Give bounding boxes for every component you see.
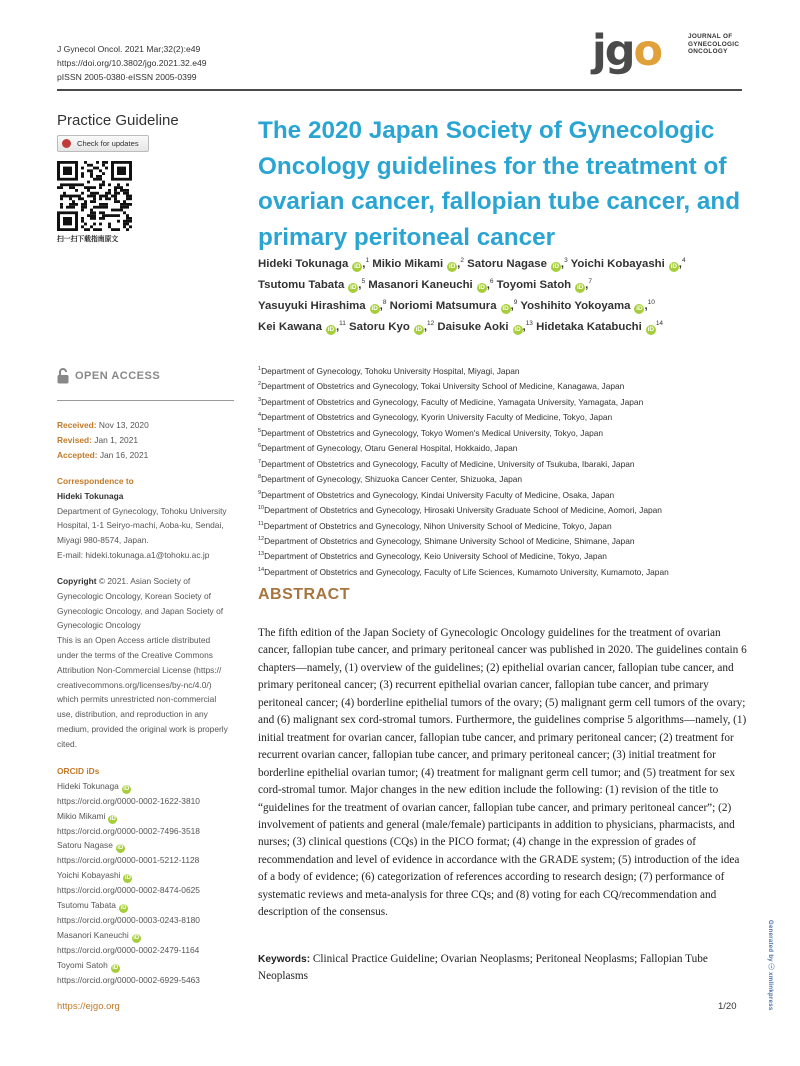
orcid-icon[interactable]: iD [502, 304, 509, 312]
affiliation-marker: 4 [681, 257, 686, 264]
orcid-author: Toyomi Satoh iD [57, 959, 119, 971]
orcid-author: Masanori Kaneuchi iD [57, 929, 140, 941]
affiliation-item: $^5$Department of Obstetrics and Gynecology, Tokyo Women's Medical University, Tokyo, Japan [258, 427, 604, 438]
affiliation-marker: 8 [382, 299, 387, 306]
sidebar-divider [57, 400, 234, 401]
author-name: Yoichi Kobayashi [570, 257, 665, 270]
affiliation-item: $^2$Department of Obstetrics and Gynecology, Tokai University School of Medicine, Kanagawa, Japan [258, 381, 625, 392]
author-name: Noriomi Matsumura [389, 299, 497, 312]
orcid-link[interactable]: https://orcid.org/0000-0003-0243-8180 [57, 914, 200, 925]
journal-name: JOURNAL OF GYNECOLOGIC ONCOLOGY [688, 33, 740, 56]
orcid-link[interactable]: https://orcid.org/0000-0001-5212-1128 [57, 855, 200, 866]
orcid-list [57, 779, 242, 988]
left-column-top [57, 112, 237, 243]
article-title: The 2020 Japan Society of Gynecologic Oncology guidelines for the treatment of ovarian cancer, fallopian tube cancer, and primary peritoneal cancer [258, 117, 741, 251]
affiliation-item: $^6$Department of Gynecology, Otaru General Hospital, Hokkaido, Japan [258, 443, 518, 454]
doi-link[interactable]: https://doi.org/10.3802/jgo.2021.32.e49 [57, 58, 207, 68]
affiliation-item: $^3$Department of Obstetrics and Gynecology, Faculty of Medicine, Yamagata University, Yamagata, Japan [258, 396, 644, 407]
open-lock-icon [57, 368, 69, 384]
author-name: Daisuke Aoki [437, 320, 509, 333]
author-name: Tsutomu Tabata [258, 278, 345, 291]
affiliation-item: $^9$Department of Obstetrics and Gynecology, Kindai University Faculty of Medicine, Osaka, Japan [258, 489, 615, 500]
check-updates-button[interactable] [57, 135, 149, 152]
keywords [258, 951, 748, 985]
orcid-link[interactable]: https://orcid.org/0000-0002-6929-5463 [57, 974, 200, 985]
affiliation-list [258, 363, 758, 579]
orcid-icon[interactable]: iD [371, 304, 378, 312]
qr-code [57, 161, 132, 231]
author-name: Yasuyuki Hirashima [258, 299, 366, 312]
open-access-badge [57, 368, 160, 384]
orcid-heading: ORCID iDs [57, 766, 100, 776]
orcid-icon[interactable]: iD [647, 325, 655, 333]
affiliation-marker: 12 [426, 320, 435, 327]
orcid-icon[interactable]: iD [123, 785, 130, 792]
orcid-icon[interactable]: iD [448, 262, 456, 270]
affiliation-marker: 2 [460, 257, 464, 264]
affiliation-item: $^4$Department of Obstetrics and Gynecology, Kyorin University Faculty of Medicine, Tokyo, Japan [258, 412, 613, 423]
affiliation-item: $^{10}$Department of Obstetrics and Gynecology, Hirosaki University Graduate School of Medicine, Aomori, Japan [258, 504, 662, 515]
orcid-icon[interactable]: iD [514, 325, 521, 333]
orcid-author: Hideki Tokunaga iD [57, 780, 130, 792]
affiliation-marker: 9 [513, 299, 518, 306]
orcid-link[interactable]: https://orcid.org/0000-0002-8474-0625 [57, 885, 200, 896]
orcid-author: Yoichi Kobayashi iD [57, 870, 131, 882]
orcid-icon[interactable]: iD [124, 875, 131, 882]
author-name: Satoru Nagase [467, 257, 547, 270]
generated-by: Generated by ⓘ xmlinkpress [767, 920, 773, 1011]
journal-logo [592, 28, 752, 78]
orcid-icon[interactable]: iD [117, 845, 124, 852]
affiliation-item: $^{13}$Department of Obstetrics and Gynecology, Keio University School of Medicine, Tokyo, Japan [258, 551, 607, 562]
article-type: Practice Guideline [57, 112, 179, 129]
header-divider [57, 89, 742, 91]
orcid-link[interactable]: https://orcid.org/0000-0002-7496-3518 [57, 825, 200, 836]
correspondence-block: Correspondence to Hideki Tokunaga Department of Gynecology, Tohoku University Hospital, 1-1 Seiryo-machi, Aoba-ku, Sendai, Miyagi 980-8574, Japan. E-mail: hideki.tokunaga.a1@tohoku.ac.jp [57, 474, 242, 563]
orcid-block [57, 764, 242, 987]
orcid-icon[interactable]: iD [552, 262, 560, 270]
dates-block [57, 418, 242, 462]
correspondence-heading: Correspondence to [57, 476, 134, 486]
logo-mark: jgo [592, 26, 662, 76]
orcid-author: Tsutomu Tabata iD [57, 899, 127, 911]
orcid-link[interactable]: https://orcid.org/0000-0002-2479-1164 [57, 944, 200, 955]
affiliation-item: $^{11}$Department of Obstetrics and Gynecology, Nihon University School of Medicine, Tokyo, Japan [258, 520, 612, 531]
affiliation-marker: 6 [489, 278, 494, 285]
affiliation-marker: 5 [361, 278, 366, 285]
orcid-icon[interactable]: iD [670, 262, 677, 270]
keywords-list: Clinical Practice Guideline; Ovarian Neoplasms; Peritoneal Neoplasms; Fallopian Tube Neoplasms [258, 953, 708, 982]
abstract-heading: ABSTRACT [258, 586, 350, 603]
keywords-label: Keywords: [258, 954, 311, 965]
affiliation-marker: 13 [525, 320, 533, 327]
affiliation-marker: 14 [655, 320, 664, 327]
orcid-icon[interactable]: iD [350, 283, 357, 291]
orcid-author: Mikio Mikami iD [57, 810, 116, 822]
revised-date: Revised: Jan 1, 2021 [57, 434, 139, 445]
orcid-icon[interactable]: iD [112, 964, 119, 971]
copyright-block: Copyright © 2021. Asian Society of Gynecologic Oncology, Korean Society of Gynecologic Oncology, and Japan Society of Gynecologic Oncology This is an Open Access article distributed under the terms of the Creative Commons Attribution Non-Commercial License (https:// creativecommons.org/licenses/by-nc/4.0/) which permits unrestricted non-commercial use, distribution, and reproduction in any medium, provided the original work is properly cited. [57, 576, 228, 749]
received-date: Received: Nov 13, 2020 [57, 420, 149, 430]
affiliation-marker: 10 [647, 299, 655, 306]
affiliation-item: $^1$Department of Gynecology, Tohoku University Hospital, Miyagi, Japan [258, 365, 520, 376]
affiliation-item: $^{12}$Department of Obstetrics and Gynecology, Shimane University School of Medicine, Shimane, Japan [258, 535, 635, 546]
affiliation-marker: 1 [365, 257, 370, 264]
orcid-author: Satoru Nagase iD [57, 840, 124, 852]
orcid-link[interactable]: https://orcid.org/0000-0002-1622-3810 [57, 795, 200, 806]
orcid-icon[interactable]: iD [478, 283, 485, 291]
author-name: Yoshihito Yokoyama [520, 299, 631, 312]
orcid-icon[interactable]: iD [109, 815, 116, 822]
author-name: Hidetaka Katabuchi [536, 320, 642, 333]
affiliation-marker: 7 [588, 278, 592, 285]
correspondence-name: Hideki Tokunaga [57, 490, 124, 501]
check-updates-label: Check for updates [77, 139, 139, 148]
author-name: Kei Kawana [258, 320, 322, 333]
affiliation-marker: 11 [339, 320, 346, 327]
header-meta [57, 42, 207, 84]
journal-url[interactable]: https://ejgo.org [57, 1001, 120, 1012]
affiliation-item: $^{14}$Department of Obstetrics and Gynecology, Faculty of Life Sciences, Kumamoto University, Kumamoto, Japan [258, 566, 669, 577]
citation: J Gynecol Oncol. 2021 Mar;32(2):e49 [57, 44, 201, 54]
orcid-icon[interactable]: iD [133, 934, 140, 941]
affiliation-item: $^8$Department of Gynecology, Shizuoka Cancer Center, Shizuoka, Japan [258, 473, 523, 484]
open-access-label: OPEN ACCESS [75, 370, 161, 382]
crossmark-icon [62, 139, 71, 148]
author-name: Masanori Kaneuchi [368, 278, 473, 291]
orcid-icon[interactable]: iD [636, 304, 643, 312]
author-name: Mikio Mikami [372, 257, 444, 270]
author-list: Hideki Tokunaga iD ,$^1$ Mikio Mikami iD ,$^2$ Satoru Nagase iD ,$^3$ Yoichi Kobayashi iD ,$^4$ Tsutomu Tabata iD ,$^5$ Masanori Kaneuchi iD ,$^6$ Toyomi Satoh iD ,$^7$ Yasuyuki Hirashima iD ,$^8$ Noriomi Matsumura iD ,$^9$ Yoshihito Yokoyama iD ,$^{10}$ Kei Kawana iD ,$^{11}$ Satoru Kyo iD ,$^{12}$ Daisuke Aoki iD ,$^{13}$ Hidetaka Katabuchi $iD^{14}$ [258, 257, 686, 333]
page-number: 1/20 [718, 1001, 737, 1012]
orcid-icon[interactable]: iD [354, 262, 361, 270]
author-name: Hideki Tokunaga [258, 257, 349, 270]
qr-caption: 扫一扫下载指南原文 [57, 236, 119, 243]
affiliation-marker: 3 [564, 257, 568, 264]
abstract-text: The fifth edition of the Japan Society of Gynecologic Oncology guidelines for the treatment of ovarian cancer, fallopian tube cancer, and primary peritoneal cancer was published in 2020. The guidelines contain 6 chapters—namely, (1) overview of the guidelines; (2) epithelial ovarian cancer, fallopian tube cancer, and primary peritoneal cancer; (3) recurrent epithelial ovarian cancer, fallopian tube cancer, and primary peritoneal cancer; (4) borderline epithelial tumors of the ovary; (5) malignant germ cell tumors of the ovary; and (6) malignant sex cord-stromal tumors. Furthermore, the guidelines comprise 5 algorithms—namely, (1) initial treatment for ovarian cancer, fallopian tube cancer, and primary peritoneal cancer; (2) treatment for recurrent ovarian cancer, fallopian tube cancer, and primary peritoneal cancer; (3) initial treatment for borderline epithelial ovarian tumor; (4) treatment for malignant germ cell tumor; and (5) treatment for sex cord-stromal tumor. Major changes in the new edition include the following: (1) revision of the title to “guidelines for the treatment of ovarian cancer, fallopian tube cancer, and primary peritoneal cancer”; (2) involvement of patients and general (male/female) participants in addition to physicians, pharmacists, and nurses; (3) clinical questions (CQs) in the PICO format; (4) change in the expression of grades of recommendation and level of evidence in accordance with the GRADE system; (5) introduction of the idea of a body of evidence; (6) categorization of references according to research design; (7) performance of systematic reviews and meta-analysis for three CQs; and (8) voting for each CQ/recommendation and description of the consensus. [258, 627, 747, 919]
author-name: Toyomi Satoh [496, 278, 572, 291]
author-name: Satoru Kyo [349, 320, 410, 333]
orcid-icon[interactable]: iD [327, 325, 335, 333]
issn: pISSN 2005-0380·eISSN 2005-0399 [57, 72, 197, 82]
orcid-icon[interactable]: iD [415, 325, 423, 333]
affiliation-item: $^7$Department of Obstetrics and Gynecology, Faculty of Medicine, University of Tsukuba, Ibaraki, Japan [258, 458, 635, 469]
orcid-icon[interactable]: iD [576, 283, 584, 291]
orcid-icon[interactable]: iD [120, 904, 127, 911]
accepted-date: Accepted: Jan 16, 2021 [57, 449, 149, 460]
correspondence-email[interactable]: E-mail: hideki.tokunaga.a1@tohoku.ac.jp [57, 549, 210, 560]
